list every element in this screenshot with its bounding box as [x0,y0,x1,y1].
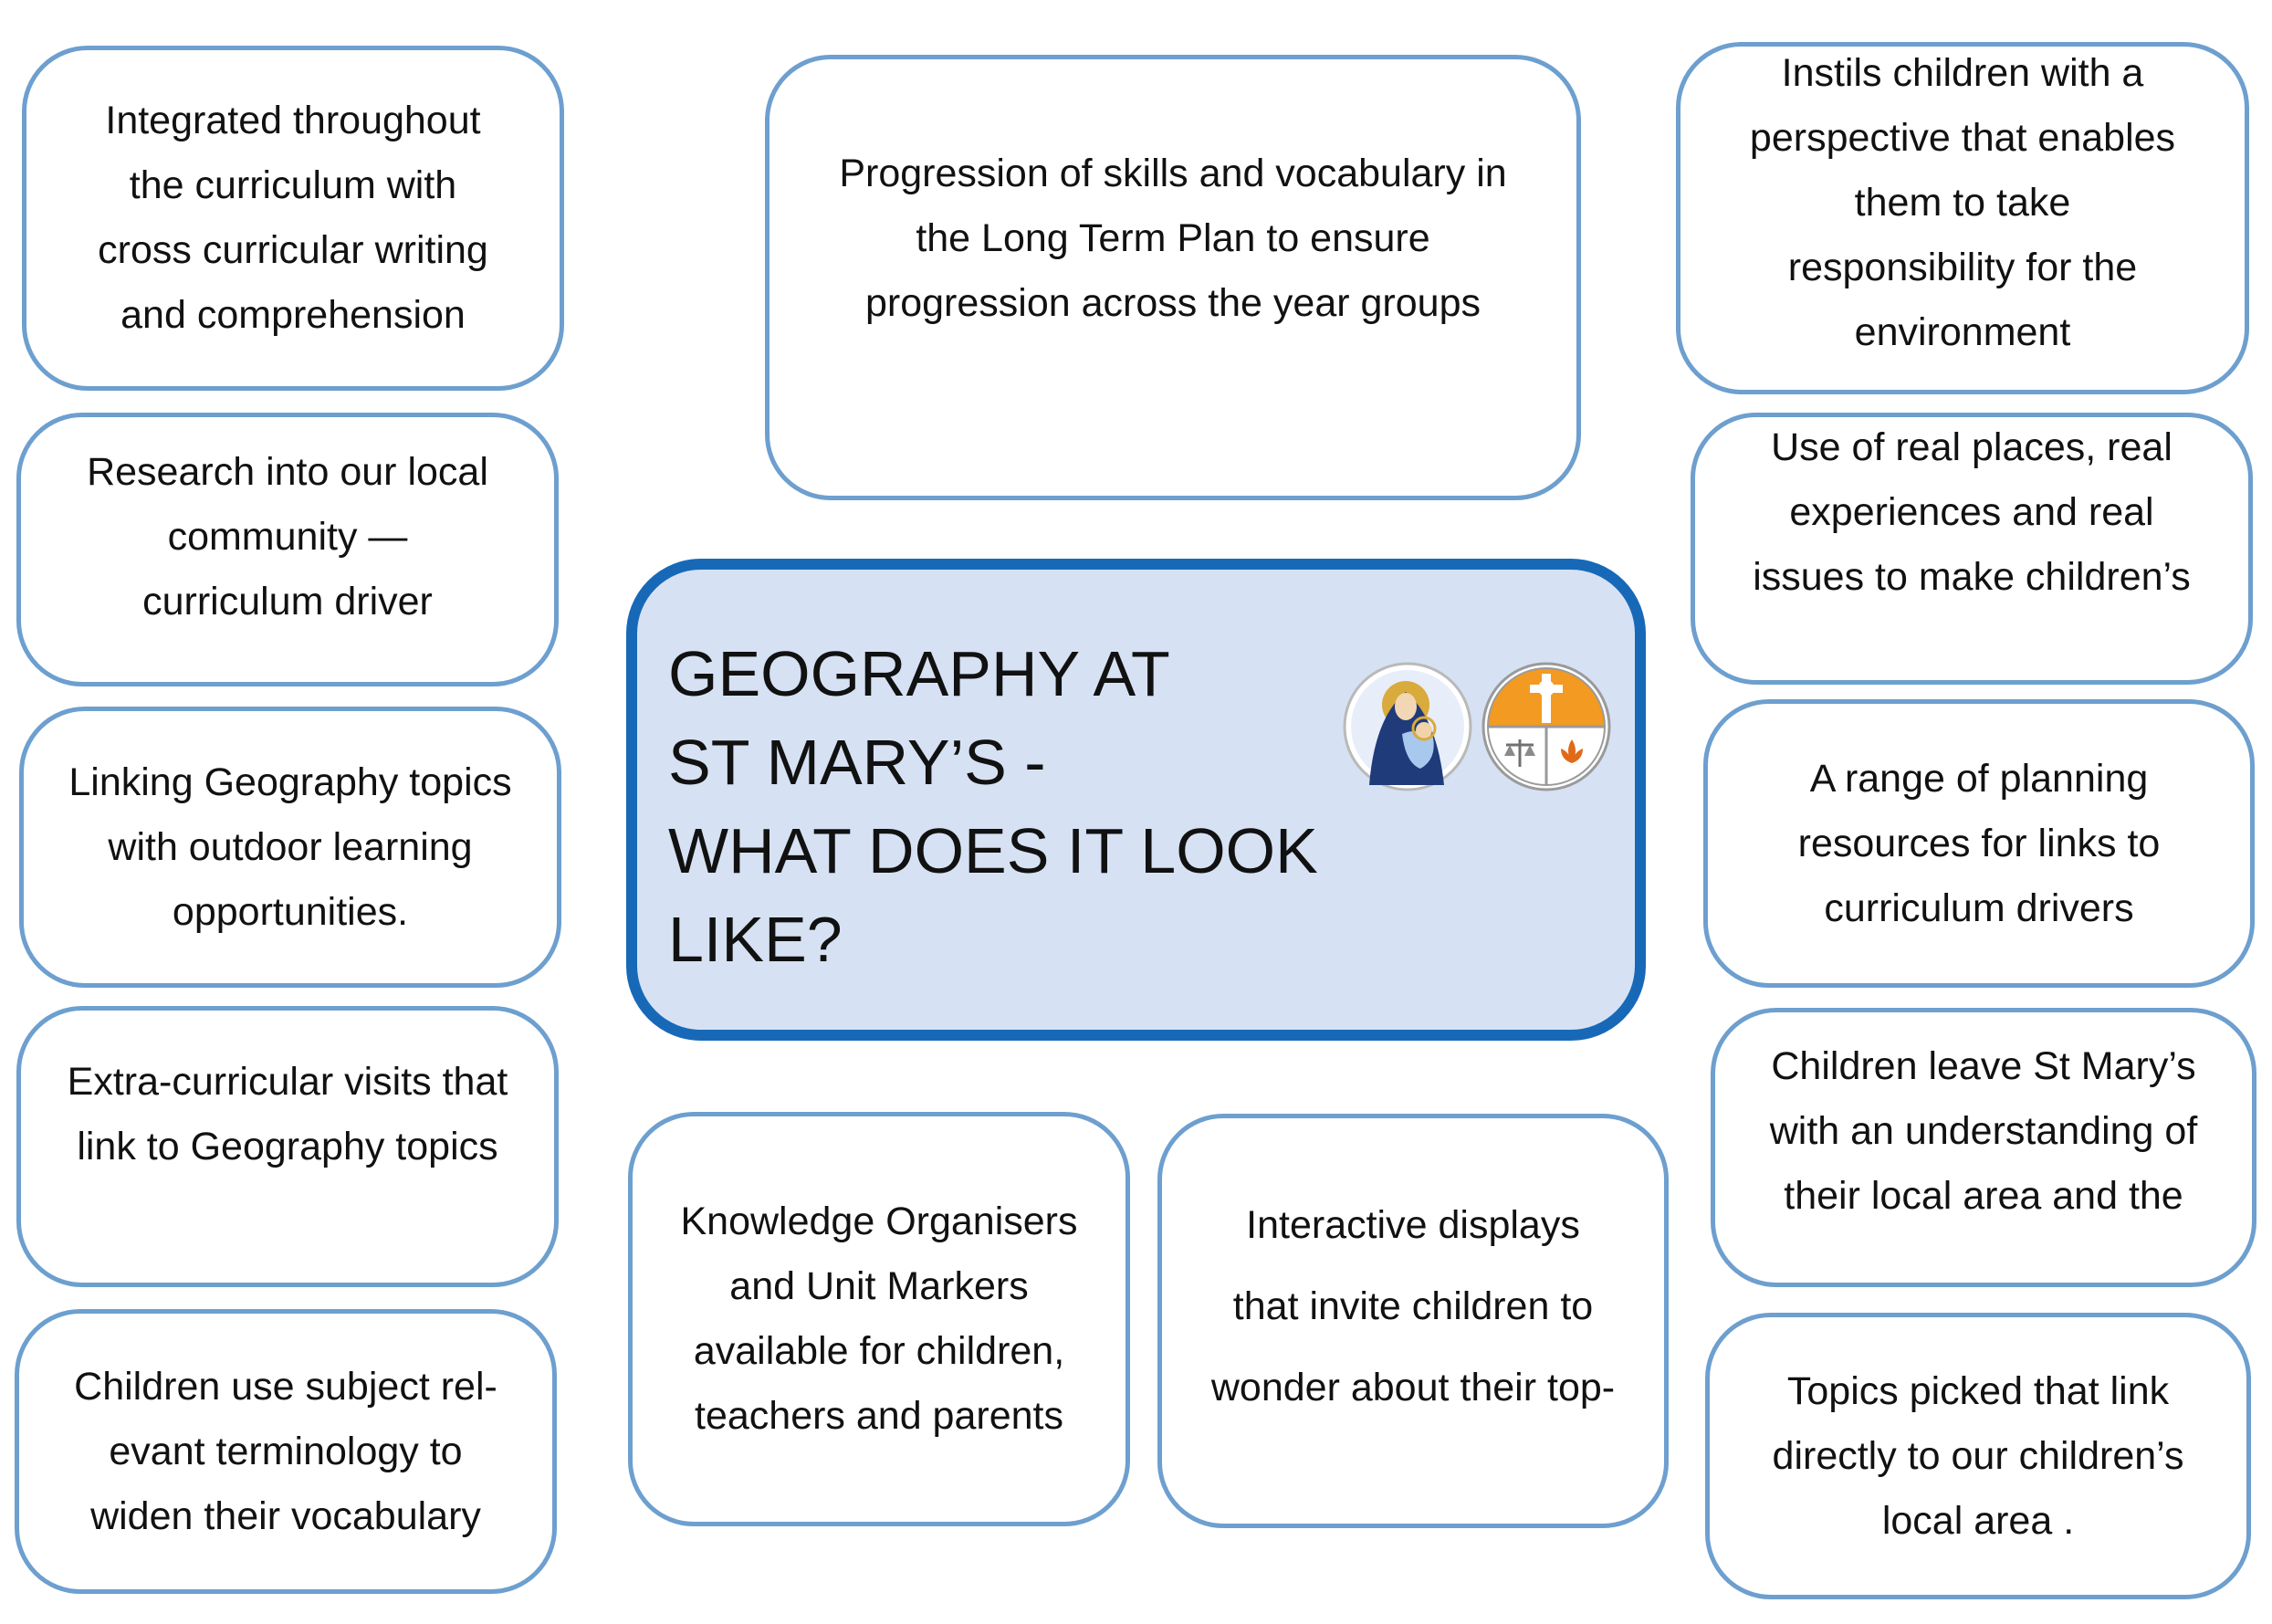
box-instils-perspective-text: Instils children with a perspective that enables them to take responsibility for the environment [1749,50,2176,354]
box-linking-outdoor-learning [19,707,561,988]
box-real-places [1691,413,2253,685]
page-title: GEOGRAPHY AT ST MARY’S - WHAT DOES IT LOOK LIKE? [668,638,1318,975]
box-interactive-displays [1157,1114,1669,1528]
box-children-leave [1711,1008,2256,1287]
box-subject-terminology [15,1309,557,1594]
box-knowledge-organisers-text: Knowledge Organisers and Unit Markers available for children, teachers and parents [680,1200,1078,1438]
box-research-local-community [16,413,559,686]
box-knowledge-organisers [628,1112,1130,1526]
center-title-box [626,559,1646,1041]
box-subject-terminology-text: Children use subject rel- evant terminology to widen their vocabulary [74,1364,497,1538]
box-progression-skills-text: Progression of skills and vocabulary in the Long Term Plan to ensure progression across the year groups [839,151,1507,325]
box-planning-resources-text: A range of planning resources for links to curriculum drivers [1797,756,2161,930]
madonna-and-child-icon [1342,661,1473,792]
box-real-places-text: Use of real places, real experiences and real issues to make children’s [1753,424,2191,599]
box-interactive-displays-text: Interactive displays that invite children to wonder about their top- [1210,1202,1616,1409]
cross-and-scales-icon [1481,661,1612,792]
box-progression-skills [765,55,1581,500]
box-instils-perspective [1676,42,2249,394]
box-planning-resources [1703,699,2255,988]
box-topics-local-area-text: Topics picked that link directly to our children’s local area . [1772,1368,2184,1543]
box-integrated-curriculum [22,46,564,391]
box-topics-local-area [1705,1313,2251,1599]
box-children-leave-text: Children leave St Mary’s with an understanding of their local area and the [1769,1043,2198,1218]
box-linking-outdoor-learning-text: Linking Geography topics with outdoor learning opportunities. [68,760,512,934]
box-extra-curricular-visits-text: Extra-curricular visits that link to Geography topics [67,1060,508,1168]
box-research-local-community-text: Research into our local community — curriculum driver [87,449,488,623]
box-extra-curricular-visits [16,1006,559,1287]
box-integrated-curriculum-text: Integrated throughout the curriculum with cross curricular writing and comprehension [98,99,488,337]
